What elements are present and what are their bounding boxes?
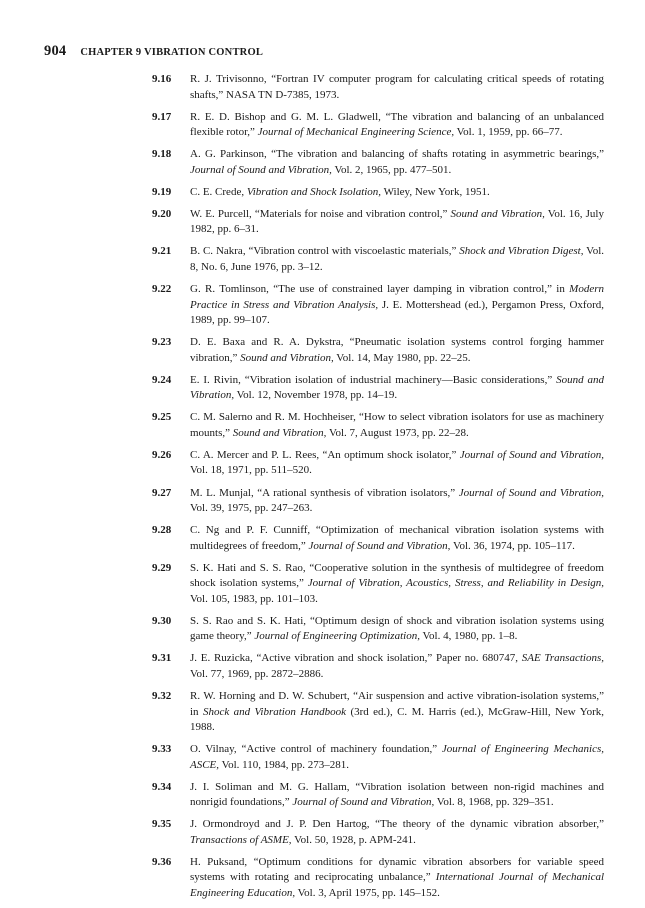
reference-number: 9.29 [152, 561, 172, 574]
reference-text-segment: C. Ng and P. F. Cunniff, “Optimization of mechanical vibration isolation systems with multidegrees of freedom,” [190, 524, 604, 552]
reference-text-segment: Vol. 12, November 1978, pp. 14–19. [234, 389, 398, 402]
reference-text [190, 614, 604, 645]
reference-text-segment: O. Vilnay, “Active control of machinery foundation,” [190, 743, 442, 756]
reference-text-segment: Vol. 18, 1971, pp. 511–520. [190, 464, 312, 477]
reference-number: 9.25 [152, 411, 172, 424]
reference-source-title: Journal of Sound and Vibration, [308, 539, 451, 552]
reference-text [190, 817, 604, 848]
reference-text-segment: E. I. Rivin, “Vibration isolation of industrial machinery—Basic considerations,” [190, 373, 557, 386]
running-header [44, 43, 263, 61]
chapter-title: CHAPTER 9 VIBRATION CONTROL [80, 47, 264, 58]
reference-text-segment: S. K. Hati and S. S. Rao, “Cooperative solution in the synthesis of multidegree of freedom shock isolation systems,” [190, 561, 604, 590]
reference-number: 9.24 [152, 373, 172, 386]
reference-item [152, 614, 604, 645]
reference-number: 9.30 [152, 614, 172, 627]
reference-source-title: Sound and Vibration, [190, 373, 604, 402]
reference-item [152, 855, 604, 902]
reference-text-segment: Vol. 50, 1928, p. APM-241. [291, 833, 416, 846]
reference-number: 9.20 [152, 207, 172, 220]
reference-text-segment: Vol. 36, 1974, pp. 105–117. [450, 539, 575, 552]
reference-text [190, 742, 604, 773]
reference-text-segment: (3rd ed.), C. M. Harris (ed.), McGraw-Hill, New York, 1988. [190, 705, 604, 733]
reference-text [190, 689, 604, 736]
reference-source-title: Journal of Sound and Vibration, [190, 163, 332, 176]
reference-text [190, 373, 604, 404]
reference-text-segment: J. E. Ruzicka, “Active vibration and shock isolation,” Paper no. 680747, [190, 652, 522, 665]
reference-number: 9.28 [152, 524, 172, 537]
reference-source-title: Journal of Vibration, Acoustics, Stress, and Reliability in Design, [307, 577, 604, 590]
reference-text [190, 147, 604, 178]
reference-text-segment: W. E. Purcell, “Materials for noise and vibration control,” [190, 207, 451, 220]
reference-text-segment: Vol. 1, 1959, pp. 66–77. [454, 126, 563, 139]
reference-text-segment: Vol. 7, August 1973, pp. 22–28. [326, 426, 469, 439]
reference-text-segment: R. J. Trivisonno, “Fortran IV computer program for calculating critical speeds of rotating shafts,” NASA TN D-7385, 1973. [190, 73, 604, 101]
reference-source-title: Journal of Mechanical Engineering Science, [257, 126, 455, 139]
reference-source-title: Shock and Vibration Handbook [202, 705, 347, 718]
reference-source-title: International Journal of Mechanical Engineering Education, [190, 871, 605, 899]
reference-text-segment: Vol. 39, 1975, pp. 247–263. [190, 502, 313, 515]
reference-text-segment: Vol. 105, 1983, pp. 101–103. [190, 592, 318, 605]
reference-source-title: Journal of Sound and Vibration, [458, 486, 604, 499]
reference-item [152, 335, 604, 366]
reference-number: 9.19 [152, 185, 172, 198]
page-number: 904 [44, 43, 67, 59]
reference-text [190, 207, 604, 238]
reference-text [190, 561, 604, 608]
reference-text [190, 110, 604, 141]
reference-text-segment: D. E. Baxa and R. A. Dykstra, “Pneumatic isolation systems control forging hammer vibration,” [190, 336, 604, 364]
reference-item [152, 244, 604, 275]
reference-source-title: Sound and Vibration, [232, 426, 327, 439]
reference-number: 9.27 [152, 486, 172, 499]
reference-text [190, 72, 604, 103]
reference-text-segment: J. E. Mottershead (ed.), Pergamon Press, Oxford, 1989, pp. 99–107. [190, 298, 604, 327]
reference-text-segment: Vol. 4, 1980, pp. 1–8. [419, 630, 518, 643]
reference-number: 9.16 [152, 73, 172, 85]
reference-number: 9.32 [152, 690, 172, 702]
reference-text-segment: A. G. Parkinson, “The vibration and balancing of shafts rotating in asymmetric bearings,” [190, 148, 604, 161]
reference-item [152, 689, 604, 736]
reference-text-segment: R. E. D. Bishop and G. M. L. Gladwell, “The vibration and balancing of an unbalanced flexible rotor,” [190, 110, 604, 139]
reference-source-title: Sound and Vibration, [240, 351, 334, 364]
reference-item [152, 780, 604, 811]
reference-text-segment: B. C. Nakra, “Vibration control with viscoelastic materials,” [190, 245, 460, 258]
reference-source-title: Sound and Vibration, [450, 207, 545, 220]
reference-item [152, 373, 604, 404]
reference-source-title: Vibration and Shock Isolation, [246, 185, 382, 198]
reference-source-title: Modern Practice in Stress and Vibration Analysis, [190, 283, 604, 311]
reference-number: 9.23 [152, 336, 172, 349]
reference-item [152, 207, 604, 238]
reference-item [152, 742, 604, 773]
reference-text-segment: J. I. Soliman and M. G. Hallam, “Vibration isolation between non-rigid machines and nonrigid foundations,” [190, 780, 604, 809]
reference-item [152, 448, 604, 479]
reference-number: 9.36 [152, 855, 172, 868]
reference-item [152, 72, 604, 103]
reference-item [152, 561, 604, 608]
reference-text-segment: H. Puksand, “Optimum conditions for dynamic vibration absorbers for variable speed systems with rotating and reciprocating unbalance,” [190, 855, 604, 884]
reference-text-segment: Vol. 3, April 1975, pp. 145–152. [295, 886, 440, 899]
reference-item [152, 486, 604, 517]
reference-text-segment: Vol. 8, No. 6, June 1976, pp. 3–12. [190, 245, 605, 273]
reference-source-title: Shock and Vibration Digest, [459, 245, 584, 258]
reference-source-title: Journal of Engineering Mechanics, ASCE, [190, 743, 604, 771]
reference-number: 9.35 [152, 818, 172, 831]
reference-number: 9.22 [152, 283, 172, 296]
reference-text [190, 448, 604, 479]
reference-text-segment: Wiley, New York, 1951. [381, 185, 490, 198]
reference-number: 9.31 [152, 652, 172, 665]
reference-text [190, 282, 604, 329]
reference-item [152, 817, 604, 848]
reference-item [152, 185, 604, 201]
reference-text [190, 651, 604, 682]
reference-item [152, 110, 604, 141]
reference-text-segment: Vol. 14, May 1980, pp. 22–25. [333, 351, 471, 364]
reference-list [152, 72, 604, 908]
reference-text-segment: C. M. Salerno and R. M. Hochheiser, “How to select vibration isolators for use as machinery mounts,” [190, 411, 604, 439]
reference-text [190, 855, 604, 902]
reference-number: 9.21 [152, 245, 172, 258]
reference-text-segment: Vol. 2, 1965, pp. 477–501. [331, 163, 452, 176]
reference-text-segment: J. Ormondroyd and J. P. Den Hartog, “The theory of the dynamic vibration absorber,” [190, 818, 604, 831]
reference-text [190, 486, 604, 517]
reference-source-title: Transactions of ASME, [190, 833, 292, 846]
reference-item [152, 410, 604, 441]
reference-text-segment: Vol. 8, 1968, pp. 329–351. [434, 796, 554, 809]
reference-item [152, 147, 604, 178]
reference-text [190, 335, 604, 366]
reference-source-title: Journal of Engineering Optimization, [254, 630, 420, 643]
reference-text [190, 523, 604, 554]
reference-text-segment: G. R. Tomlinson, “The use of constrained layer damping in vibration control,” in [190, 283, 570, 296]
reference-item [152, 282, 604, 329]
reference-text-segment: C. A. Mercer and P. L. Rees, “An optimum shock isolator,” [190, 448, 460, 461]
reference-source-title: SAE Transactions, [521, 652, 604, 665]
reference-number: 9.33 [152, 743, 172, 756]
reference-text [190, 780, 604, 811]
reference-text-segment: C. E. Crede, [190, 185, 247, 198]
reference-number: 9.17 [152, 110, 172, 123]
reference-source-title: Journal of Sound and Vibration, [459, 448, 604, 461]
reference-text [190, 410, 604, 441]
reference-text [190, 185, 604, 201]
reference-number: 9.34 [152, 780, 172, 793]
reference-text-segment: Vol. 77, 1969, pp. 2872–2886. [190, 667, 324, 680]
reference-text-segment: Vol. 110, 1984, pp. 273–281. [219, 758, 350, 771]
reference-source-title: Journal of Sound and Vibration, [292, 796, 435, 809]
reference-text-segment: R. W. Horning and D. W. Schubert, “Air suspension and active vibration-isolation systems,” in [190, 690, 604, 718]
reference-text-segment: Vol. 16, July 1982, pp. 6–31. [190, 207, 604, 236]
reference-number: 9.26 [152, 448, 172, 461]
reference-text [190, 244, 604, 275]
reference-item [152, 651, 604, 682]
reference-item [152, 523, 604, 554]
reference-number: 9.18 [152, 148, 172, 161]
reference-text-segment: S. S. Rao and S. K. Hati, “Optimum design of shock and vibration isolation systems using game theory,” [190, 614, 604, 643]
reference-text-segment: M. L. Munjal, “A rational synthesis of vibration isolators,” [190, 486, 459, 499]
